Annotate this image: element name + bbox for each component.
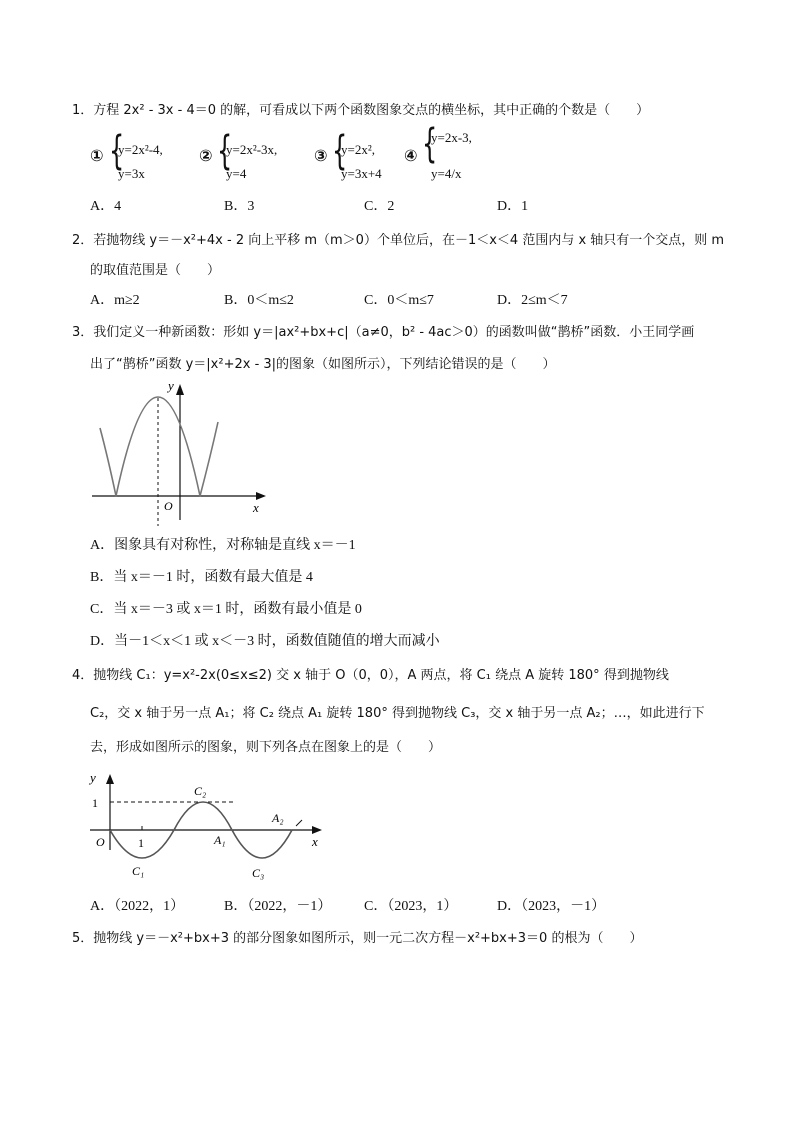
system-line-2: y=3x+4 (341, 166, 382, 181)
abs-parabola-curve (100, 397, 218, 496)
brace-icon: { (217, 128, 233, 174)
system-line-2: y=4/x (431, 166, 462, 181)
x-axis-arrow-icon (312, 826, 322, 834)
y-axis-label: y (168, 378, 174, 393)
q4-option-d: D．（2023，－1） (497, 899, 606, 914)
system-mark: ① (90, 146, 104, 165)
y-axis-label: y (90, 770, 96, 785)
c1-label: C₁ (132, 864, 145, 878)
q3-option-b: B．当 x＝－1 时，函数有最大值是 4 (90, 570, 313, 585)
q4-stem-line-3: 去，形成如图所示的图象，则下列各点在图象上的是（ ） (90, 740, 442, 755)
q2-option-c: C．0＜m≤7 (364, 293, 434, 308)
c2-curve (174, 802, 232, 830)
q1-option-b: B．3 (224, 199, 255, 214)
q3-option-d: D．当－1＜x＜1 或 x＜－3 时，函数值随值的增大而减小 (90, 634, 440, 649)
c3-curve (232, 830, 292, 858)
origin-label: O (164, 499, 173, 513)
a2-label: A₂ (272, 811, 284, 825)
system-mark: ③ (314, 146, 328, 165)
q4-option-b: B．（2022，－1） (224, 899, 332, 914)
y-axis-arrow-icon (176, 384, 184, 395)
q3-stem-line-1: 3．我们定义一种新函数：形如 y＝|ax²+bx+c|（a≠0，b² - 4ac＞0）的函数叫做“鹊桥”函数．小王同学画 (72, 325, 695, 340)
q1-option-d: D．1 (497, 199, 529, 214)
q3-graph (88, 378, 273, 528)
continuation-mark-icon (296, 820, 302, 826)
q1-option-a: A．4 (90, 199, 122, 214)
q4-stem-line-1: 4．抛物线 C₁：y=x²-2x(0≤x≤2) 交 x 轴于 O（0，0），A 两点，将 C₁ 绕点 A 旋转 180° 得到抛物线 (72, 668, 669, 683)
brace-icon: { (422, 121, 438, 167)
system-mark: ② (199, 146, 213, 165)
y-1-label: 1 (92, 796, 98, 810)
system-mark: ④ (404, 146, 418, 165)
system-line-2: y=3x (118, 166, 145, 181)
q1-stem: 1．方程 2x² - 3x - 4＝0 的解，可看成以下两个函数图象交点的横坐标，其中正确的个数是（ ） (72, 103, 650, 118)
brace-icon: { (332, 128, 348, 174)
brace-icon: { (109, 128, 125, 174)
system-line-1: y=2x-3, (431, 130, 472, 145)
q4-graph (86, 768, 336, 883)
x-1-label: 1 (138, 836, 144, 850)
q3-option-c: C．当 x＝－3 或 x＝1 时，函数有最小值是 0 (90, 602, 362, 617)
c2-label: C₂ (194, 784, 207, 798)
q3-stem-line-2: 出了“鹊桥”函数 y＝|x²+2x - 3|的图象（如图所示），下列结论错误的是（ ） (90, 357, 556, 372)
q1-option-c: C．2 (364, 199, 395, 214)
q2-stem-line-2: 的取值范围是（ ） (90, 263, 221, 278)
q5-stem: 5．抛物线 y＝－x²+bx+3 的部分图象如图所示，则一元二次方程－x²+bx+3＝0 的根为（ ） (72, 931, 643, 946)
system-line-1: y=2x²-4, (118, 142, 163, 157)
q4-option-a: A．（2022，1） (90, 899, 185, 914)
q2-option-a: A．m≥2 (90, 293, 140, 308)
q3-option-a: A．图象具有对称性，对称轴是直线 x＝－1 (90, 538, 356, 553)
x-axis-label: x (312, 834, 318, 849)
system-line-1: y=2x²-3x, (226, 142, 278, 157)
system-line-1: y=2x², (341, 142, 375, 157)
q2-option-d: D．2≤m＜7 (497, 293, 568, 308)
y-axis-arrow-icon (106, 774, 114, 784)
x-axis-label: x (253, 500, 259, 515)
x-axis-arrow-icon (256, 492, 266, 500)
c3-label: C₃ (252, 866, 265, 880)
q4-stem-line-2: C₂，交 x 轴于另一点 A₁；将 C₂ 绕点 A₁ 旋转 180° 得到抛物线 C₃，交 x 轴于另一点 A₂；…，如此进行下 (90, 706, 705, 721)
origin-label: O (96, 835, 105, 849)
q2-option-b: B．0＜m≤2 (224, 293, 294, 308)
q4-option-c: C．（2023，1） (364, 899, 458, 914)
q2-stem-line-1: 2．若抛物线 y＝－x²+4x - 2 向上平移 m（m＞0）个单位后，在－1＜x＜4 范围内与 x 轴只有一个交点，则 m (72, 233, 725, 248)
system-line-2: y=4 (226, 166, 247, 181)
a1-label: A₁ (214, 833, 226, 847)
